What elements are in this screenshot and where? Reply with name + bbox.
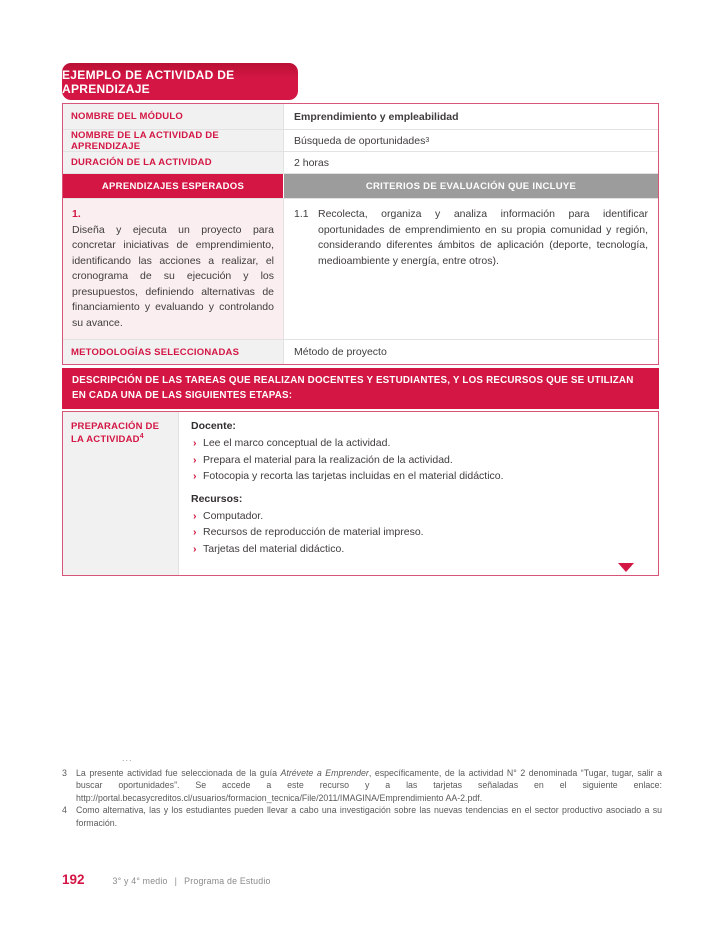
docente-list <box>191 435 646 485</box>
criterio-text: Recolecta, organiza y analiza información para identificar oportunidades de emprendimiento en su propia comunidad y región, considerando diferentes ámbitos de aplicación (deporte, tecnología, medioambiente y energía, entre otros). <box>318 208 648 267</box>
footnote-ellipsis: ... <box>122 753 133 763</box>
aprendizaje-number: 1. <box>72 208 81 220</box>
preparacion-section <box>62 411 659 576</box>
list-item <box>191 508 646 525</box>
recursos-item-text: Computador. <box>203 509 264 522</box>
descripcion-banner: DESCRIPCIÓN DE LAS TAREAS QUE REALIZAN DOCENTES Y ESTUDIANTES, Y LOS RECURSOS QUE SE UTILIZAN EN CADA UNA DE LAS SIGUIENTES ETAPAS: <box>62 368 659 409</box>
footer-program: Programa de Estudio <box>184 876 271 886</box>
bullet-icon: › <box>193 526 197 538</box>
bullet-icon: › <box>193 509 197 522</box>
metodologias-value: Método de proyecto <box>294 346 387 358</box>
criterio-number: 1.1 <box>294 208 309 220</box>
footnote-3-post: , específicamente, de la actividad N° 2 denominada “Tugar, tugar, salir a buscar oportunidades”. Se accede a este recurso y a las tarjetas señaladas en el siguiente enlace: http://portal.becasycreditos.cl/usuarios/formacion_tecnica/File/2011/IMAGINA/Emprendimiento AA-2.pdf. <box>76 767 663 803</box>
list-item <box>191 435 646 452</box>
activity-table <box>62 103 659 365</box>
duracion-value: 2 horas <box>294 156 330 169</box>
criterio-cell <box>284 199 658 339</box>
footer-text <box>113 876 271 886</box>
actividad-value-text: Búsqueda de oportunidades <box>294 134 426 147</box>
footnote-4 <box>62 804 662 829</box>
modulo-value: Emprendimiento y empleabilidad <box>294 110 459 123</box>
footnote-number: 3 <box>62 767 67 778</box>
list-item <box>191 524 646 541</box>
list-item <box>191 541 646 558</box>
duracion-label: DURACIÓN DE LA ACTIVIDAD <box>63 152 284 173</box>
criterios-header: CRITERIOS DE EVALUACIÓN QUE INCLUYE <box>284 174 658 198</box>
page-number: 192 <box>62 872 85 887</box>
bullet-icon: › <box>193 542 197 555</box>
footer-separator: | <box>174 876 178 886</box>
docente-item-text: Prepara el material para la realización de la actividad. <box>203 453 453 466</box>
footnote-3-guide-title: Atrévete a Emprender <box>280 767 369 778</box>
recursos-item-text: Tarjetas del material didáctico. <box>203 542 345 555</box>
continuation-arrow-icon <box>618 563 634 572</box>
footer-grade: 3° y 4° medio <box>112 876 168 886</box>
table-row-modulo <box>63 104 658 129</box>
preparacion-label <box>63 412 179 575</box>
footnote-3-pre: La presente actividad fue seleccionada de la guía <box>76 767 281 778</box>
table-row-actividad <box>63 129 658 151</box>
bullet-icon: › <box>193 453 197 466</box>
recursos-heading: Recursos: <box>191 492 243 505</box>
aprendizajes-header: APRENDIZAJES ESPERADOS <box>63 174 284 198</box>
list-item <box>191 468 646 485</box>
table-content-row <box>63 198 658 339</box>
footnote-text: Como alternativa, las y los estudiantes pueden llevar a cabo una investigación sobre las nuevas tendencias en el sector productivo asociado a su formación. <box>76 805 662 828</box>
recursos-item-text: Recursos de reproducción de material impreso. <box>203 526 424 538</box>
page-title: EJEMPLO DE ACTIVIDAD DE APRENDIZAJE <box>62 63 298 100</box>
list-item <box>191 452 646 469</box>
aprendizaje-text: Diseña y ejecuta un proyecto para concretar iniciativas de emprendimiento, identificando las acciones a realizar, el cronograma de su ejecución y los presupuestos, definiendo alternativas de financiamiento y evaluando y controlando su avance. <box>72 223 274 329</box>
preparacion-body <box>179 412 658 575</box>
docente-item-text: Fotocopia y recorta las tarjetas incluidas en el material didáctico. <box>203 470 504 482</box>
preparacion-label-text: PREPARACIÓN DE LA ACTIVIDAD <box>71 421 160 445</box>
document-content <box>62 63 659 576</box>
footnote-number: 4 <box>62 805 67 816</box>
bullet-icon: › <box>193 437 197 449</box>
table-row-metodologias <box>63 339 658 364</box>
footnote-text <box>76 767 662 805</box>
footnote-ref-4: 4 <box>139 432 144 440</box>
footnotes <box>62 752 662 830</box>
actividad-label: NOMBRE DE LA ACTIVIDAD DE APRENDIZAJE <box>63 130 284 151</box>
table-row-duracion <box>63 151 658 173</box>
metodologias-label: METODOLOGÍAS SELECCIONADAS <box>63 340 284 364</box>
recursos-list <box>191 508 646 558</box>
page-footer <box>62 872 271 887</box>
table-header-row <box>63 173 658 198</box>
docente-item-text: Lee el marco conceptual de la actividad. <box>203 437 391 449</box>
docente-heading: Docente: <box>191 420 236 432</box>
bullet-icon: › <box>193 470 197 482</box>
actividad-value: Búsqueda de oportunidades 3 <box>294 134 430 147</box>
footnote-3 <box>62 767 662 805</box>
aprendizaje-cell <box>63 199 284 339</box>
modulo-label: NOMBRE DEL MÓDULO <box>63 104 284 129</box>
